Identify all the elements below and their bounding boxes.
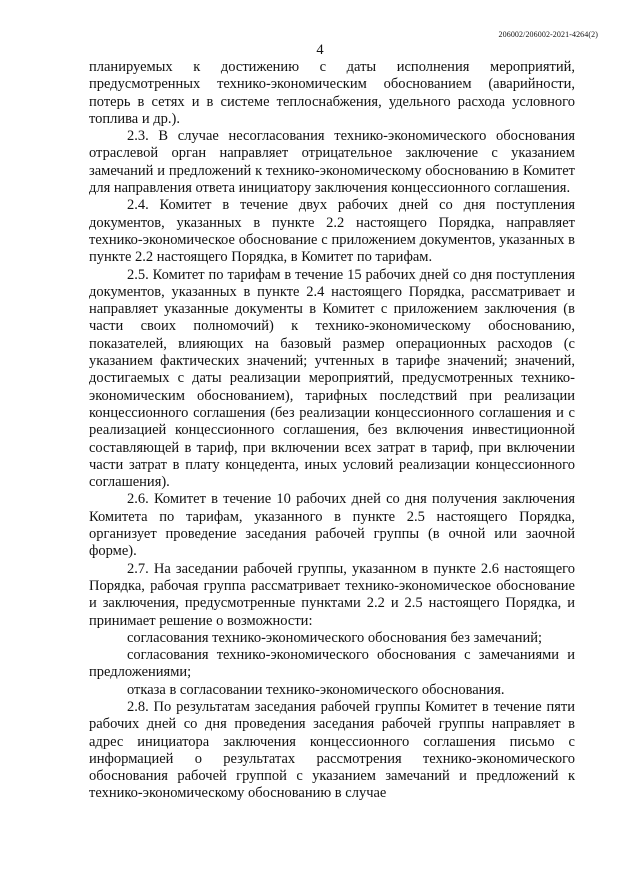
page-number: 4 [316,42,324,58]
option-approve-without-remarks: согласования технико-экономического обоснования без замечаний; [127,629,543,646]
paragraph-2-4: 2.4. Комитет в течение двух рабочих дней со дня поступления документов, указанных в пункте 2.2 настоящего Порядка, направляет технико-экономическое обоснование с приложением документов, указанных в пункте 2.2 настоящего Порядка, в Комитет по тарифам. [89,197,575,266]
option-approve-with-remarks: согласования технико-экономического обоснования с замечаниями и предложениями; [89,647,575,681]
paragraph-2-7: 2.7. На заседании рабочей группы, указанном в пункте 2.6 настоящего Порядка, рабочая группа рассматривает технико-экономическое обоснование и заключения, предусмотренные пунктами 2.2 и 2.5 настоящего Порядка, и принимает решение о возможности: [89,560,575,629]
paragraph-2-5: 2.5. Комитет по тарифам в течение 15 рабочих дней со дня поступления документов, указанных в пункте 2.4 настоящего Порядка, рассматривает и направляет указанные документы в Комитет с приложением заключения (в части своих полномочий) к технико-экономическому обоснованию, показателей, влияющих на базовый размер операционных расходов (с указанием фактических значений; учтенных в тарифе значений; значений, достигаемых с даты реализации мероприятий, предусмотренных технико-экономическим обоснованием), тарифных последствий при реализации концессионного соглашения (без реализации концессионного соглашения и с реализацией концессионного соглашения, без включения инвестиционной составляющей в тариф, при включении всех затрат в тариф, при включении части затрат в плату концедента, иных условий реализации концессионного соглашения). [89,266,575,491]
option-refuse-approval: отказа в согласовании технико-экономического обоснования. [127,681,505,698]
paragraph-2-6: 2.6. Комитет в течение 10 рабочих дней со дня получения заключения Комитета по тарифам, указанного в пункте 2.5 настоящего Порядка, организует проведение заседания рабочей группы (в очной или заочной форме). [89,491,575,560]
document-body [89,59,575,803]
paragraph-2-3: 2.3. В случае несогласования технико-экономического обоснования отраслевой орган направляет отрицательное заключение с указанием замечаний и предложений к технико-экономическому обоснованию в Комитет для направления ответа инициатору заключения концессионного соглашения. [89,128,575,197]
paragraph-continuation: планируемых к достижению с даты исполнения мероприятий, предусмотренных технико-экономическим обоснованием (аварийности, потерь в сетях и в системе теплоснабжения, удельного расхода условного топлива и др.). [89,59,575,127]
paragraph-2-8: 2.8. По результатам заседания рабочей группы Комитет в течение пяти рабочих дней со дня проведения заседания рабочей группы направляет в адрес инициатора заключения концессионного соглашения письмо с информацией о результатах рассмотрения технико-экономического обоснования рабочей группой с указанием замечаний и предложений к технико-экономическому обоснованию в случае [89,698,575,802]
document-id: 206002/206002-2021-4264(2) [498,30,598,39]
